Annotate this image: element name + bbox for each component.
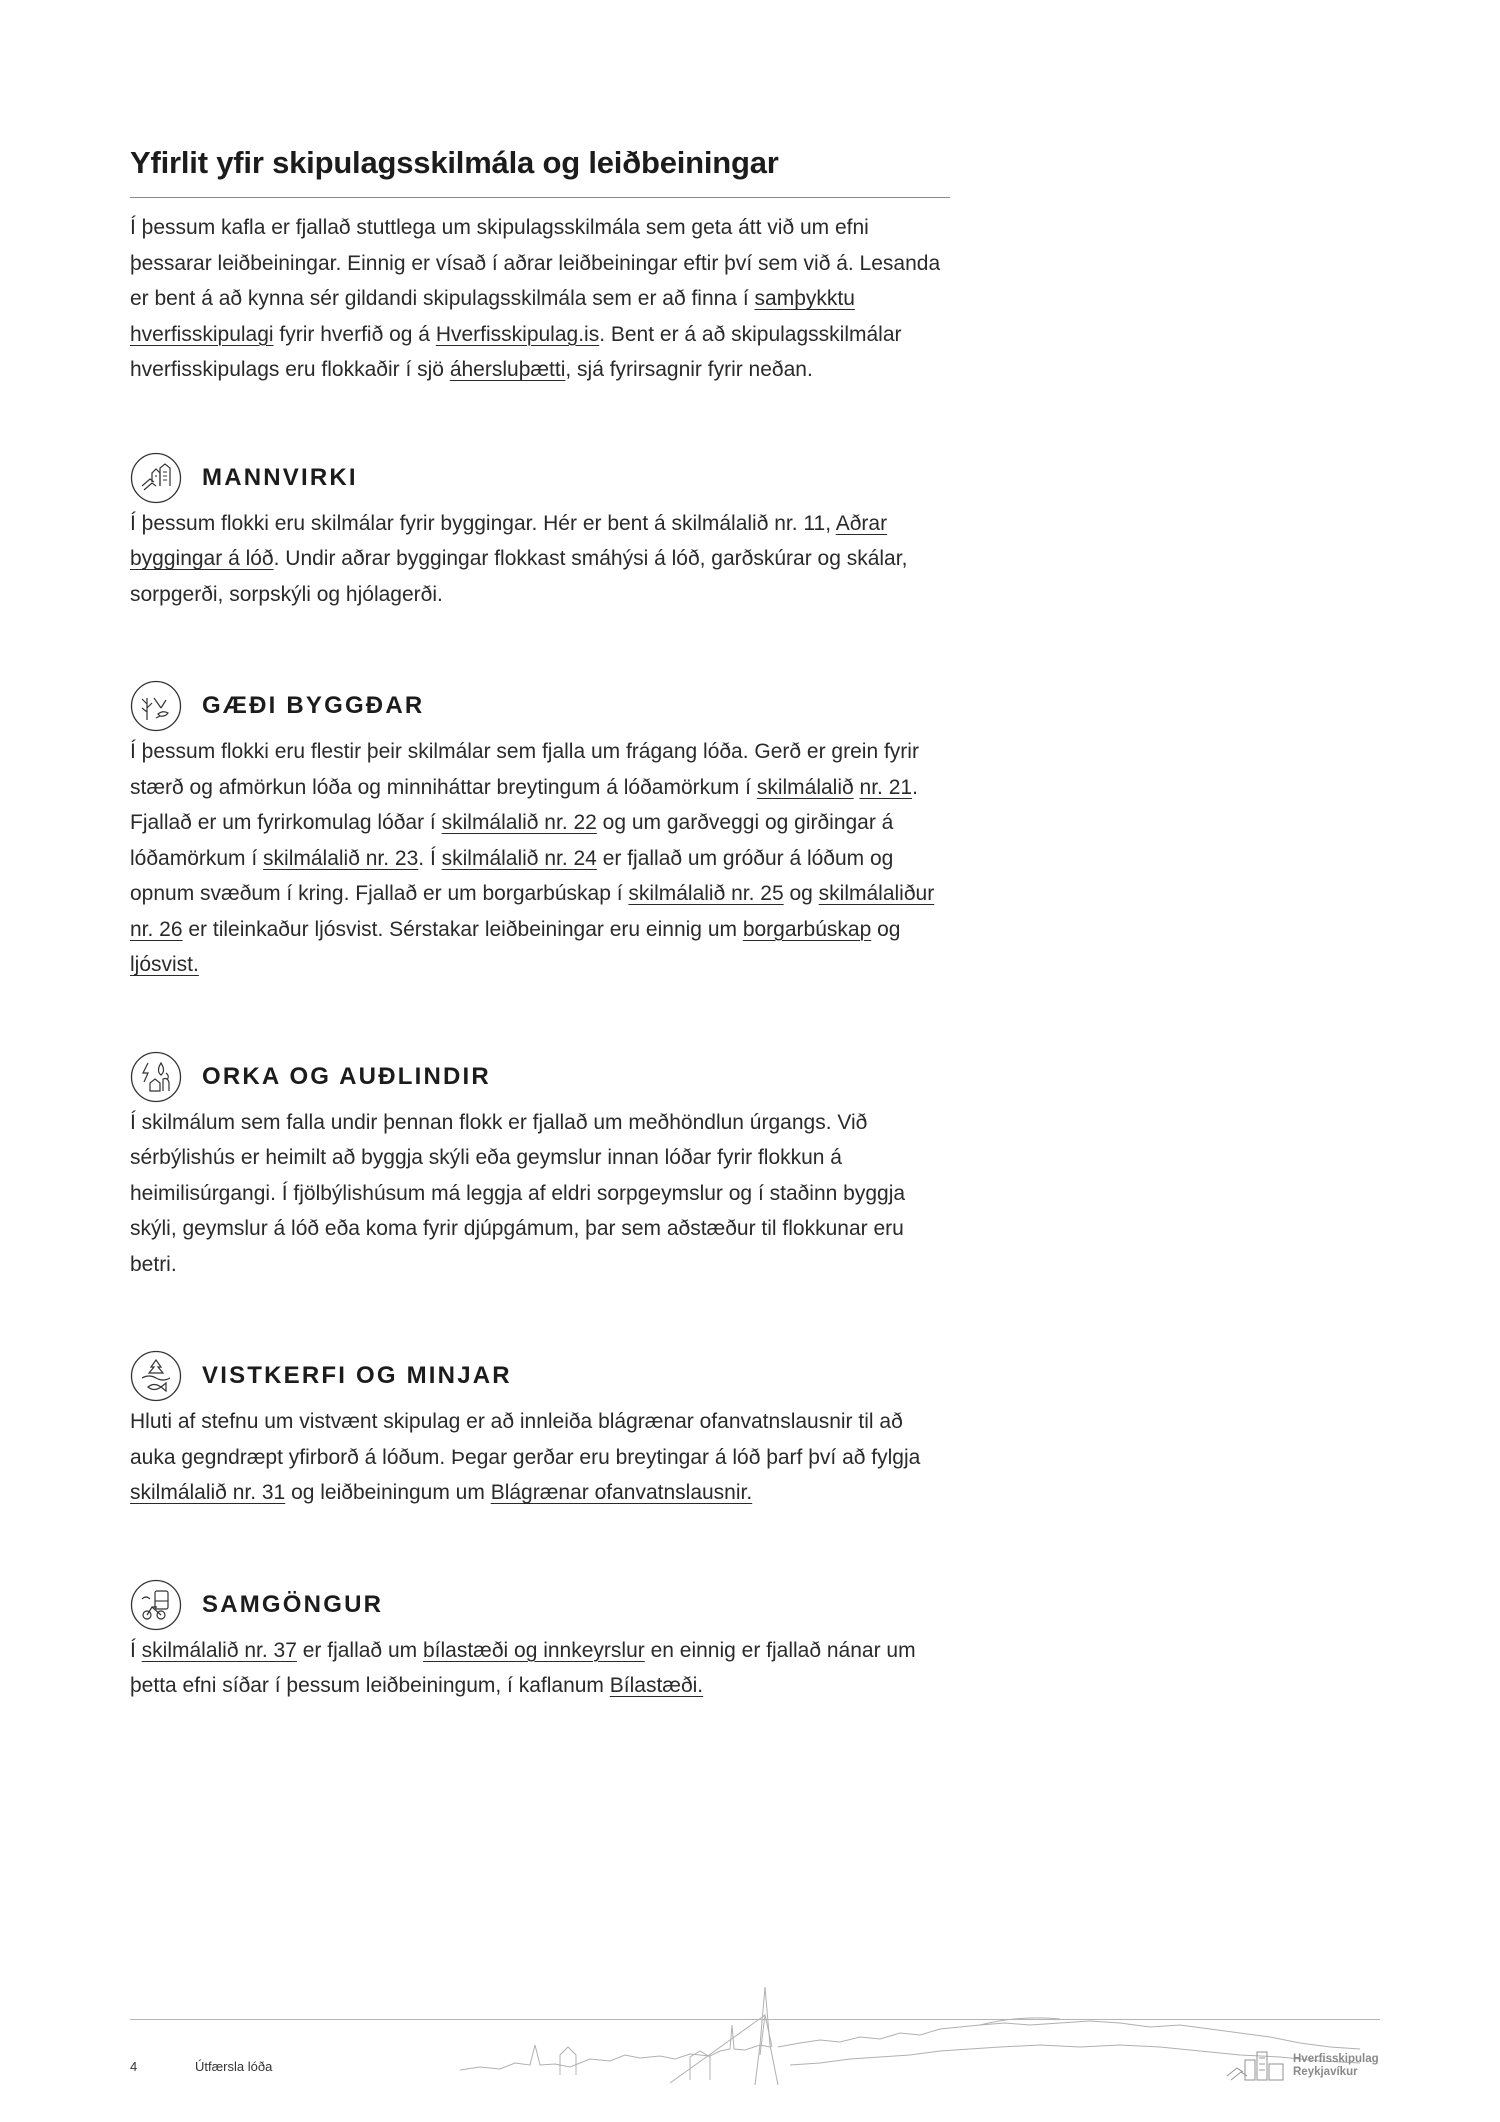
link-skilmalalid-31[interactable]: skilmálalið nr. 31 <box>130 1481 286 1504</box>
link-other-buildings[interactable]: Aðrar byggingar á lóð <box>130 511 888 570</box>
vistkerfi-text-2: og leiðbeiningum um <box>285 1481 491 1504</box>
gaedi-text-6: og <box>783 882 819 905</box>
section-body-samgongur <box>130 1633 950 1704</box>
section-header-samgongur <box>130 1577 950 1633</box>
samgongur-text-1: er fjallað um <box>296 1638 423 1662</box>
section-header-vistkerfi <box>130 1348 950 1404</box>
footer-document-title: Útfærsla lóða <box>195 2059 273 2074</box>
link-ljosvist[interactable]: ljósvist. <box>130 953 199 976</box>
energy-resources-icon <box>130 1051 182 1103</box>
page-number: 4 <box>130 2059 138 2074</box>
samgongur-text-0: Í <box>130 1638 142 1662</box>
buildings-icon <box>130 452 182 504</box>
vistkerfi-text-1: Hluti af stefnu um vistvænt skipulag er að innleiða blágrænar ofanvatnslausnir til að auka gegndræpt yfirborð á lóðum. Þegar gerðar eru breytingar á lóð þarf því að fylgja <box>130 1410 921 1469</box>
link-bilastaedi-innkeyrslur[interactable]: bílastæði og innkeyrslur <box>422 1638 645 1662</box>
link-skilmalalid-37[interactable]: skilmálalið nr. 37 <box>141 1638 297 1662</box>
gaedi-text-5: er fjallað um gróður á lóðum og opnum svæðum í kring. Fjallað er um borgarbúskap í <box>130 846 894 905</box>
section-body-orka: Í skilmálum sem falla undir þennan flokk er fjallað um meðhöndlun úrgangs. Við sérbýlishús er heimilt að byggja skýli eða geymslur innan lóðar fyrir flokkun á heimilisúrgangi. Í fjölbýlishúsum má leggja af eldri sorpgeymslur og í staðinn byggja skýli, geymslur á lóð eða koma fyrir djúpgámum, þar sem aðstæður til flokkunar eru betri. <box>130 1110 906 1276</box>
brand-line-1: Hverfisskipulag <box>1293 2053 1379 2065</box>
link-blagraenar-lausnir[interactable]: Blágrænar ofanvatnslausnir. <box>490 1481 753 1504</box>
gaedi-text-7: er tileinkaður ljósvist. Sérstakar leiðbeiningar eru einnig um <box>182 917 743 941</box>
brand-text <box>1293 2053 1379 2079</box>
page-title: Yfirlit yfir skipulagsskilmála og leiðbeiningar <box>130 145 950 198</box>
intro-text-3: . Bent er á að skipulagsskilmálar hverfisskipulags eru flokkaðir í sjö <box>130 322 902 381</box>
section-body-mannvirki <box>130 506 950 613</box>
gaedi-text-3: og um garðveggi og girðingar á lóðamörkum í <box>130 811 894 870</box>
link-skilmalalid-22[interactable]: skilmálalið nr. 22 <box>441 811 597 834</box>
section-orka <box>130 1049 950 1283</box>
hverfisskipulag-logo-icon <box>1225 2046 1289 2086</box>
link-skilmalalid-24[interactable]: skilmálalið nr. 24 <box>441 846 597 870</box>
link-skilmalalid-23[interactable]: skilmálalið nr. 23 <box>263 846 419 870</box>
intro-paragraph <box>130 210 950 388</box>
section-body-vistkerfi <box>130 1404 950 1511</box>
section-title-vistkerfi: VISTKERFI OG MINJAR <box>202 1362 512 1389</box>
link-skilmalalid-21a[interactable]: skilmálalið <box>756 775 854 799</box>
link-borgarbuskap[interactable]: borgarbúskap <box>742 917 872 941</box>
link-hverfisskipulag-is[interactable]: Hverfisskipulag.is <box>435 322 600 346</box>
main-content <box>130 145 950 1704</box>
intro-text-2: fyrir hverfið og á <box>273 322 436 346</box>
link-bilastaedi-chapter[interactable]: Bílastæði. <box>609 1674 704 1697</box>
link-focus-areas[interactable]: áhersluþætti <box>449 358 566 381</box>
tree-bird-icon <box>130 680 182 732</box>
mannvirki-text-1: Í þessum flokki eru skilmálar fyrir byggingar. Hér er bent á skilmálalið nr. 11, <box>130 511 836 535</box>
link-skilmalalid-25[interactable]: skilmálalið nr. 25 <box>628 882 784 905</box>
section-header-orka <box>130 1049 950 1105</box>
link-skilmalalidur-26[interactable]: skilmálaliður nr. 26 <box>130 882 935 941</box>
brand-line-2: Reykjavíkur <box>1293 2066 1358 2078</box>
intro-text-1: Í þessum kafla er fjallað stuttlega um skipulagsskilmála sem geta átt við um efni þessarar leiðbeiningar. Einnig er vísað í aðrar leiðbeiningar eftir því sem við á. Lesanda er bent á að kynna sér gildandi skipulagsskilmála sem er að finna í <box>130 216 941 310</box>
section-body-gaedi <box>130 734 950 983</box>
gaedi-text-1: Í þessum flokki eru flestir þeir skilmálar sem fjalla um frágang lóða. Gerð er grein fyrir stærð og afmörkun lóða og minniháttar breytingum á lóðamörkum í <box>130 740 919 799</box>
section-gaedi-byggdar <box>130 678 950 983</box>
section-mannvirki <box>130 450 950 613</box>
transport-icon <box>130 1579 182 1631</box>
section-title-orka: ORKA OG AUÐLINDIR <box>202 1062 491 1090</box>
section-header-gaedi <box>130 678 950 734</box>
section-samgongur <box>130 1577 950 1704</box>
mannvirki-text-2: . Undir aðrar byggingar flokkast smáhýsi á lóð, garðskúrar og skálar, sorpgerði, sorpskýli og hjólagerði. <box>130 547 908 606</box>
gaedi-text-2: . Fjallað er um fyrirkomulag lóðar í <box>130 775 918 834</box>
samgongur-text-2: en einnig er fjallað nánar um þetta efni síðar í þessum leiðbeiningum, í kaflanum <box>130 1638 916 1697</box>
section-title-samgongur: SAMGÖNGUR <box>202 1590 384 1618</box>
section-vistkerfi <box>130 1348 950 1511</box>
section-title-mannvirki: MANNVIRKI <box>202 463 358 491</box>
section-title-gaedi: GÆÐI BYGGÐAR <box>202 692 425 719</box>
intro-text-4: , sjá fyrirsagnir fyrir neðan. <box>565 358 813 381</box>
gaedi-text-4: . Í <box>418 846 442 870</box>
gaedi-text-8: og <box>871 917 901 941</box>
link-skilmalalid-21b[interactable]: nr. 21 <box>859 775 913 799</box>
brand-logo-block <box>1225 2046 1379 2086</box>
ecosystem-fish-icon <box>130 1350 182 1402</box>
link-approved-district-plan[interactable]: samþykktu hverfisskipulagi <box>130 287 855 346</box>
section-header-mannvirki <box>130 450 950 506</box>
